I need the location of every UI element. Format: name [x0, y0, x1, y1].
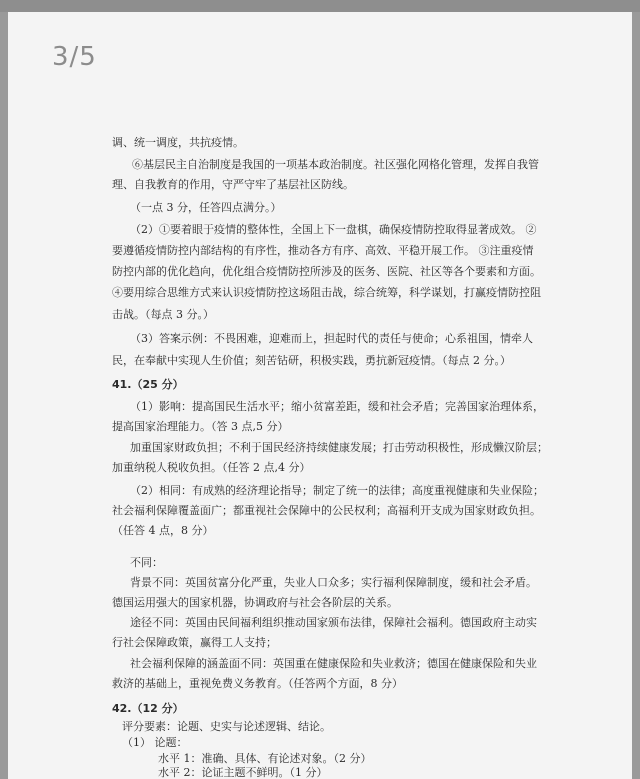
text-line: 途径不同：英国由民间福利组织推动国家颁布法律，保障社会福利。德国政府主动实 — [130, 616, 537, 629]
text-line: 加重纳税人税收负担。（任答 2 点,4 分） — [112, 461, 311, 474]
text-line: 击战。（每点 3 分。） — [112, 308, 214, 321]
section-heading-41: 41.（25 分） — [112, 378, 184, 391]
text-line: 社会福利保障覆盖面广；都重视社会保障中的公民权利；高福利开支成为国家财政负担。 — [112, 504, 541, 517]
text-line: 理、自我教育的作用，守严守牢了基层社区防线。 — [112, 178, 354, 191]
window-top-bar — [0, 0, 640, 12]
text-line: 调、统一调度，共抗疫情。 — [112, 136, 244, 149]
text-line: 水平 1：准确、具体、有论述对象。（2 分） — [158, 752, 372, 765]
text-line: （任答 4 点，8 分） — [112, 524, 214, 537]
text-line: ④要用综合思维方式来认识疫情防控这场阻击战，综合统筹，科学谋划，打赢疫情防控阻 — [112, 286, 541, 299]
section-heading-42: 42.（12 分） — [112, 702, 184, 715]
text-line: 评分要素：论题、史实与论述逻辑、结论。 — [122, 720, 331, 733]
text-line: （1） 论题： — [122, 736, 188, 749]
text-line: 水平 2：论证主题不鲜明。（1 分） — [158, 766, 328, 779]
text-line: （2）相同：有成熟的经济理论指导；制定了统一的法律；高度重视健康和失业保险； — [130, 484, 544, 497]
text-line: ⑥基层民主自治制度是我国的一项基本政治制度。社区强化网格化管理，发挥自我管 — [132, 158, 539, 171]
text-line: 防控内部的优化趋向，优化组合疫情防控所涉及的医务、医院、社区等各个要素和方面。 — [112, 265, 541, 278]
text-line: （2）①要着眼于疫情的整体性，全国上下一盘棋，确保疫情防控取得显著成效。 ② — [130, 223, 537, 236]
page-indicator: 3/5 — [52, 42, 97, 72]
text-line: 加重国家财政负担；不利于国民经济持续健康发展；打击劳动积极性，形成懒汉阶层； — [130, 441, 548, 454]
text-line: 不同： — [130, 556, 163, 569]
text-line: （一点 3 分，任答四点满分。） — [130, 201, 282, 214]
text-line: 背景不同：英国贫富分化严重，失业人口众多；实行福利保障制度，缓和社会矛盾。 — [130, 576, 537, 589]
text-line: 救济的基础上，重视免费义务教育。（任答两个方面，8 分） — [112, 677, 403, 690]
text-line: 要遵循疫情防控内部结构的有序性，推动各方有序、高效、平稳开展工作。 ③注重疫情 — [112, 244, 534, 257]
text-line: （1）影响：提高国民生活水平；缩小贫富差距，缓和社会矛盾；完善国家治理体系， — [130, 400, 544, 413]
text-line: （3）答案示例：不畏困难，迎难而上，担起时代的责任与使命；心系祖国，情牵人 — [130, 332, 533, 345]
text-line: 民，在奉献中实现人生价值；刻苦钻研，积极实践，勇抗新冠疫情。（每点 2 分。） — [112, 354, 511, 367]
text-line: 行社会保障政策，赢得工人支持； — [112, 636, 277, 649]
text-line: 提高国家治理能力。（答 3 点,5 分） — [112, 420, 289, 433]
text-line: 社会福利保障的涵盖面不同：英国重在健康保险和失业救济；德国在健康保险和失业 — [130, 657, 537, 670]
text-line: 德国运用强大的国家机器，协调政府与社会各阶层的关系。 — [112, 596, 398, 609]
document-page — [8, 12, 632, 779]
